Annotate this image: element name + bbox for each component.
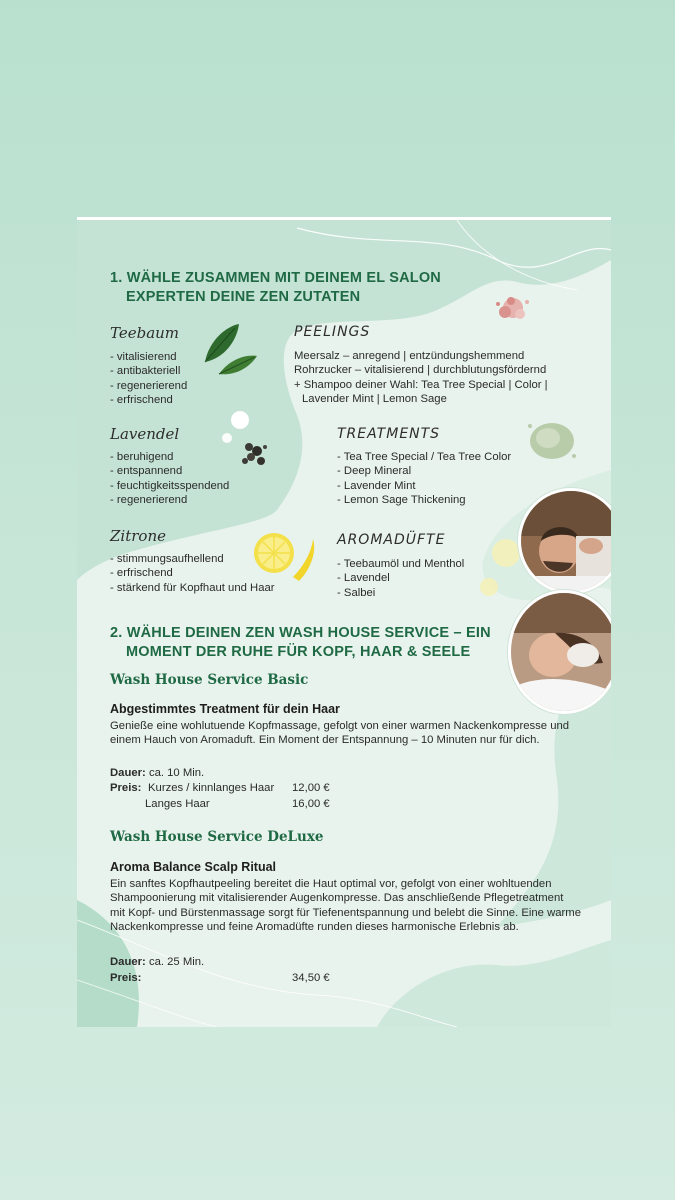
service-basic-title: Wash House Service Basic: [110, 672, 309, 688]
price-row-short-hair: Kurzes / kinnlanges Haar: [148, 782, 275, 794]
price-short-hair: 12,00 €: [292, 782, 330, 794]
price-sheet: [77, 217, 611, 1027]
list-item: - Tea Tree Special / Tea Tree Color: [337, 450, 511, 464]
list-item: - regenerierend: [110, 379, 187, 393]
list-item: - antibakteriell: [110, 364, 187, 378]
lemon-icon: [249, 525, 319, 585]
list-item: - Salbei: [337, 586, 464, 600]
service-deluxe-title: Wash House Service DeLuxe: [110, 829, 324, 845]
service-basic-subtitle: Abgestimmtes Treatment für dein Haar: [110, 702, 340, 716]
section2-title: 2. WÄHLE DEINEN ZEN WASH HOUSE SERVICE – EIN MOMENT DER RUHE FÜR KOPF, HAAR & SEELE: [110, 625, 491, 660]
service-deluxe-price-label: Preis:: [110, 972, 142, 984]
lavender-herb-icon: [235, 435, 275, 475]
list-item: - erfrischend: [110, 566, 275, 580]
list-item: - beruhigend: [110, 450, 229, 464]
peelings-text: Meersalz – anregend | entzündungshemmend Rohrzucker – vitalisierend | durchblutungsfördernd + Shampoo deiner Wahl: Tea Tree Special | Color | Lavender Mint | Lemon Sage: [294, 350, 548, 405]
bubble-decoration: [231, 411, 249, 429]
price-row-long-hair: Langes Haar: [145, 798, 210, 810]
section1-title: 1. WÄHLE ZUSAMMEN MIT DEINEM EL SALON EXPERTEN DEINE ZEN ZUTATEN: [110, 270, 441, 305]
service-basic-duration: Dauer: ca. 10 Min.: [110, 767, 205, 779]
zitrone-title: Zitrone: [110, 527, 166, 545]
list-item: - stärkend für Kopfhaut und Haar: [110, 581, 275, 595]
list-item: - entspannend: [110, 464, 229, 478]
peelings-title: PEELINGS: [294, 324, 371, 340]
service-deluxe-duration: Dauer: ca. 25 Min.: [110, 956, 205, 968]
lavendel-list: [110, 450, 229, 507]
list-item: - erfrischend: [110, 393, 187, 407]
aromaduefte-list: [337, 557, 464, 600]
teebaum-title: Teebaum: [110, 324, 180, 342]
service-deluxe-description: Ein sanftes Kopfhautpeeling bereitet die Haut optimal vor, gefolgt von einer wohltuenden Shampoonierung mit vitalisierender Augenkompresse. Das anschließende Pflegetreatment mit Kopf- und Bürstenmassage sorgt für Tiefenentspannung und belebt die Sinne. Eine warme Nackenkompresse und feine Aromadüfte runden dieses harmonische Erlebnis ab.: [110, 878, 581, 933]
list-item: - vitalisierend: [110, 350, 187, 364]
price-long-hair: 16,00 €: [292, 798, 330, 810]
service-basic-description: Genieße eine wohlutuende Kopfmassage, gefolgt von einer warmen Nackenkompresse und einem Hauch von Aromaduft. Ein Moment der Entspannung – 10 Minuten nur für dich.: [110, 720, 570, 747]
list-item: - feuchtigkeitsspendend: [110, 479, 229, 493]
service-basic-price-label-bold: Preis:: [110, 782, 142, 794]
list-item: - stimmungsaufhellend: [110, 552, 275, 566]
list-item: - Deep Mineral: [337, 464, 511, 478]
service-deluxe-price: 34,50 €: [292, 972, 330, 984]
service-deluxe-subtitle: Aroma Balance Scalp Ritual: [110, 860, 277, 874]
hair-wash-photo-2: [508, 590, 611, 714]
list-item: - regenerierend: [110, 493, 229, 507]
treatments-title: TREATMENTS: [337, 426, 441, 442]
teebaum-list: [110, 350, 187, 407]
list-item: - Lavendel: [337, 571, 464, 585]
clay-powder-icon: [522, 416, 582, 466]
aromaduefte-title: AROMADÜFTE: [337, 532, 446, 548]
treatments-list: [337, 450, 511, 507]
list-item: - Teebaumöl und Menthol: [337, 557, 464, 571]
list-item: - Lemon Sage Thickening: [337, 493, 511, 507]
salt-crystals-icon: [489, 288, 539, 328]
list-item: - Lavender Mint: [337, 479, 511, 493]
lavendel-title: Lavendel: [110, 425, 180, 443]
tea-leaves-icon: [199, 320, 259, 380]
